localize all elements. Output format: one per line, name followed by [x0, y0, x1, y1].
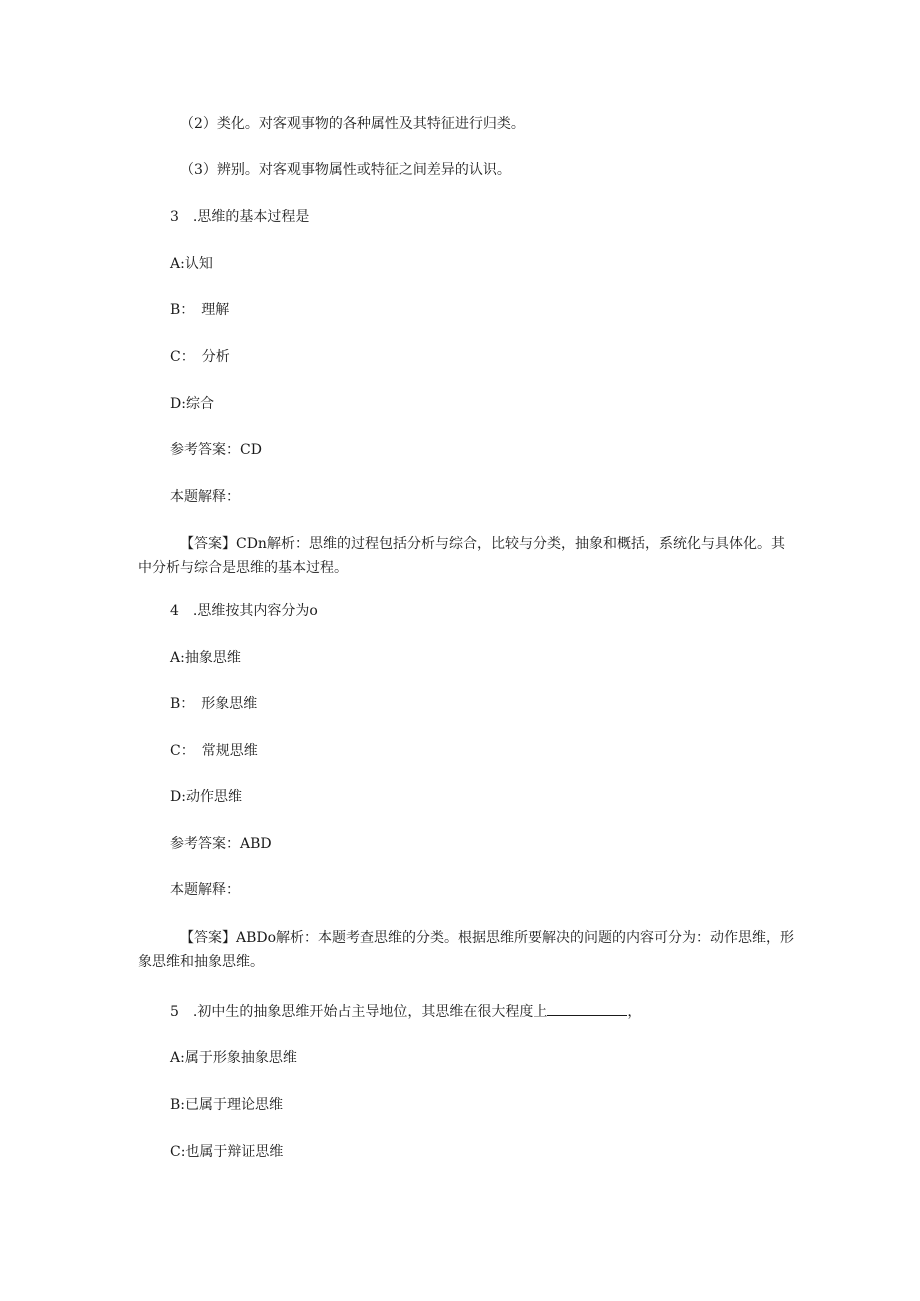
question-4-explanation-label: 本题解释：	[170, 882, 240, 898]
question-3-option-c: C： 分析	[170, 349, 230, 365]
question-4-option-c: C： 常规思维	[170, 743, 258, 759]
question-5-text: 5 .初中生的抽象思维开始占主导地位，其思维在很大程度上	[170, 1004, 548, 1020]
question-3-option-a: A:认知	[170, 256, 213, 272]
question-4: 4 .思维按其内容分为o	[170, 603, 318, 619]
question-3-explanation-label: 本题解释：	[170, 489, 240, 505]
question-4-option-b: B： 形象思维	[170, 696, 258, 712]
question-3: 3 .思维的基本过程是	[170, 209, 310, 225]
question-4-option-a: A:抽象思维	[170, 650, 241, 666]
item-classification: （2）类化。对客观事物的各种属性及其特征进行归类。	[180, 116, 525, 132]
question-5-end: ，	[627, 1004, 642, 1020]
question-5-option-b: B:已属于理论思维	[170, 1097, 284, 1113]
question-5-blank	[547, 1003, 627, 1016]
question-5-option-a: A:属于形象抽象思维	[170, 1050, 297, 1066]
question-3-option-b: B： 理解	[170, 302, 230, 318]
question-4-explanation: 【答案】ABDo解析：本题考查思维的分类。根据思维所要解决的问题的内容可分为：动作思维，形象思维和抽象思维。	[138, 930, 795, 970]
question-5-option-c: C:也属于辩证思维	[170, 1144, 284, 1160]
question-3-answer: 参考答案：CD	[170, 442, 262, 458]
question-4-answer: 参考答案：ABD	[170, 836, 272, 852]
item-discrimination: （3）辨别。对客观事物属性或特征之间差异的认识。	[180, 162, 511, 178]
question-5	[170, 1002, 641, 1022]
question-3-explanation: 【答案】CDn解析：思维的过程包括分析与综合，比较与分类，抽象和概括，系统化与具体化。其中分析与综合是思维的基本过程。	[138, 536, 785, 576]
question-4-option-d: D:动作思维	[170, 789, 242, 805]
question-3-option-d: D:综合	[170, 396, 214, 412]
